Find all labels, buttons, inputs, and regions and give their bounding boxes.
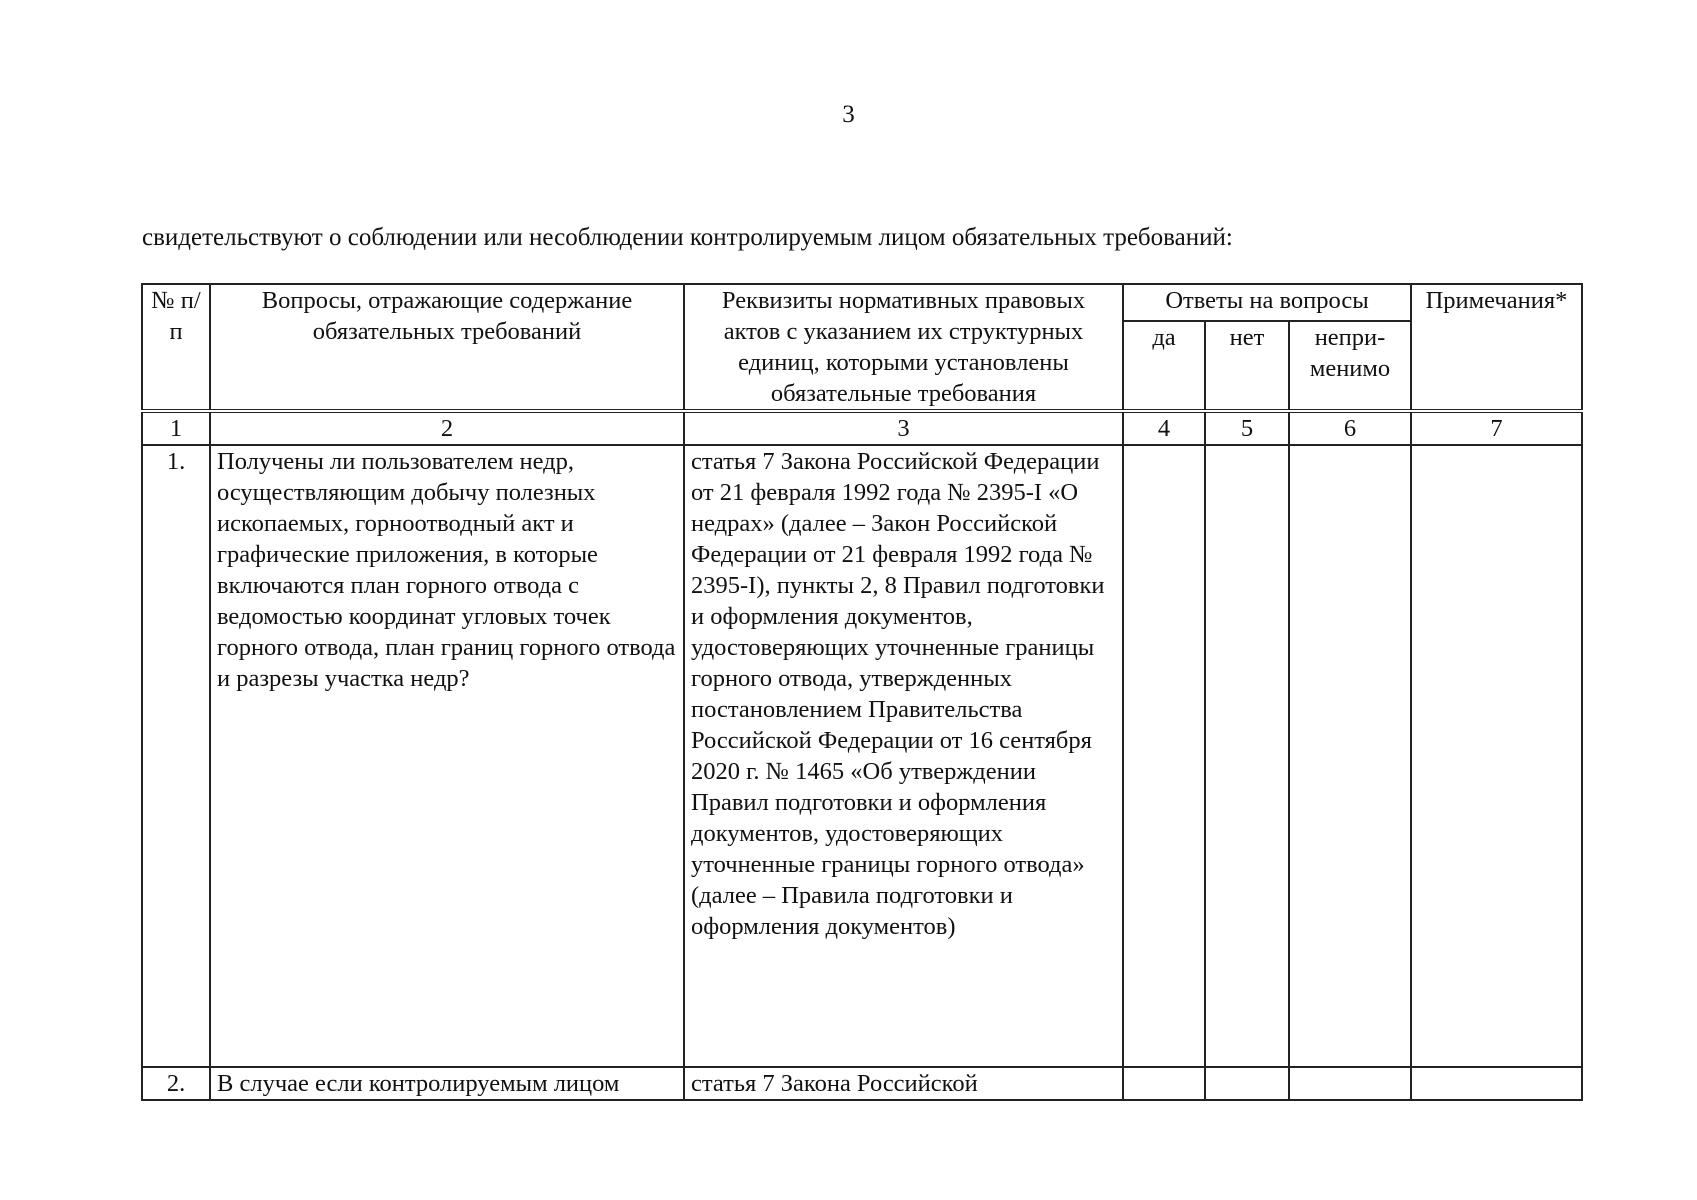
- header-row: [142, 284, 1582, 321]
- answer-yes-cell[interactable]: [1123, 445, 1205, 1067]
- answer-yes-cell[interactable]: [1123, 1067, 1205, 1100]
- header-num: № п/п: [142, 284, 210, 411]
- column-number: 3: [684, 411, 1123, 445]
- table-row: [142, 445, 1582, 1067]
- header-answers: Ответы на вопросы: [1123, 284, 1411, 321]
- answer-no-cell[interactable]: [1205, 445, 1289, 1067]
- column-number: 5: [1205, 411, 1289, 445]
- table-row: [142, 1067, 1582, 1100]
- answer-not-applicable-cell[interactable]: [1289, 1067, 1411, 1100]
- page-number: 3: [842, 101, 855, 128]
- column-number: 4: [1123, 411, 1205, 445]
- reference-text: статья 7 Закона Российской Федерации от 21 февраля 1992 года № 2395-I «О недрах» (далее – Закон Российской Федерации от 21 февраля 1992 года № 2395-I), пункты 2, 8 Правил подготовки и оформления документов, удостоверяющих уточненные границы горного отвода, утвержденных постановлением Правительства Российской Федерации от 16 сентября 2020 г. № 1465 «Об утверждении Правил подготовки и оформления документов, удостоверяющих уточненные границы горного отвода» (далее – Правила подготовки и оформления документов): [684, 445, 1123, 1067]
- column-number-row: [142, 411, 1582, 445]
- intro-text: свидетельствуют о соблюдении или несоблюдении контролируемым лицом обязательных требований:: [142, 224, 1233, 251]
- column-number: 6: [1289, 411, 1411, 445]
- header-yes: да: [1123, 321, 1205, 411]
- column-number: 2: [210, 411, 684, 445]
- column-number: 7: [1411, 411, 1582, 445]
- question-text: Получены ли пользователем недр, осуществляющим добычу полезных ископаемых, горноотводный акт и графические приложения, в которые включаются план горного отвода с ведомостью координат угловых точек горного отвода, план границ горного отвода и разрезы участка недр?: [210, 445, 684, 1067]
- column-number: 1: [142, 411, 210, 445]
- answer-no-cell[interactable]: [1205, 1067, 1289, 1100]
- header-notes: Примечания*: [1411, 284, 1582, 411]
- notes-cell[interactable]: [1411, 1067, 1582, 1100]
- answer-not-applicable-cell[interactable]: [1289, 445, 1411, 1067]
- checklist-table: [141, 283, 1583, 1101]
- header-no: нет: [1205, 321, 1289, 411]
- question-text: В случае если контролируемым лицом: [210, 1067, 684, 1100]
- row-number: 2.: [142, 1067, 210, 1100]
- header-references: Реквизиты нормативных правовых актов с указанием их структурных единиц, которыми установлены обязательные требования: [684, 284, 1123, 411]
- header-questions: Вопросы, отражающие содержание обязательных требований: [210, 284, 684, 411]
- notes-cell[interactable]: [1411, 445, 1582, 1067]
- row-number: 1.: [142, 445, 210, 1067]
- header-not-applicable: непри-менимо: [1289, 321, 1411, 411]
- reference-text: статья 7 Закона Российской: [684, 1067, 1123, 1100]
